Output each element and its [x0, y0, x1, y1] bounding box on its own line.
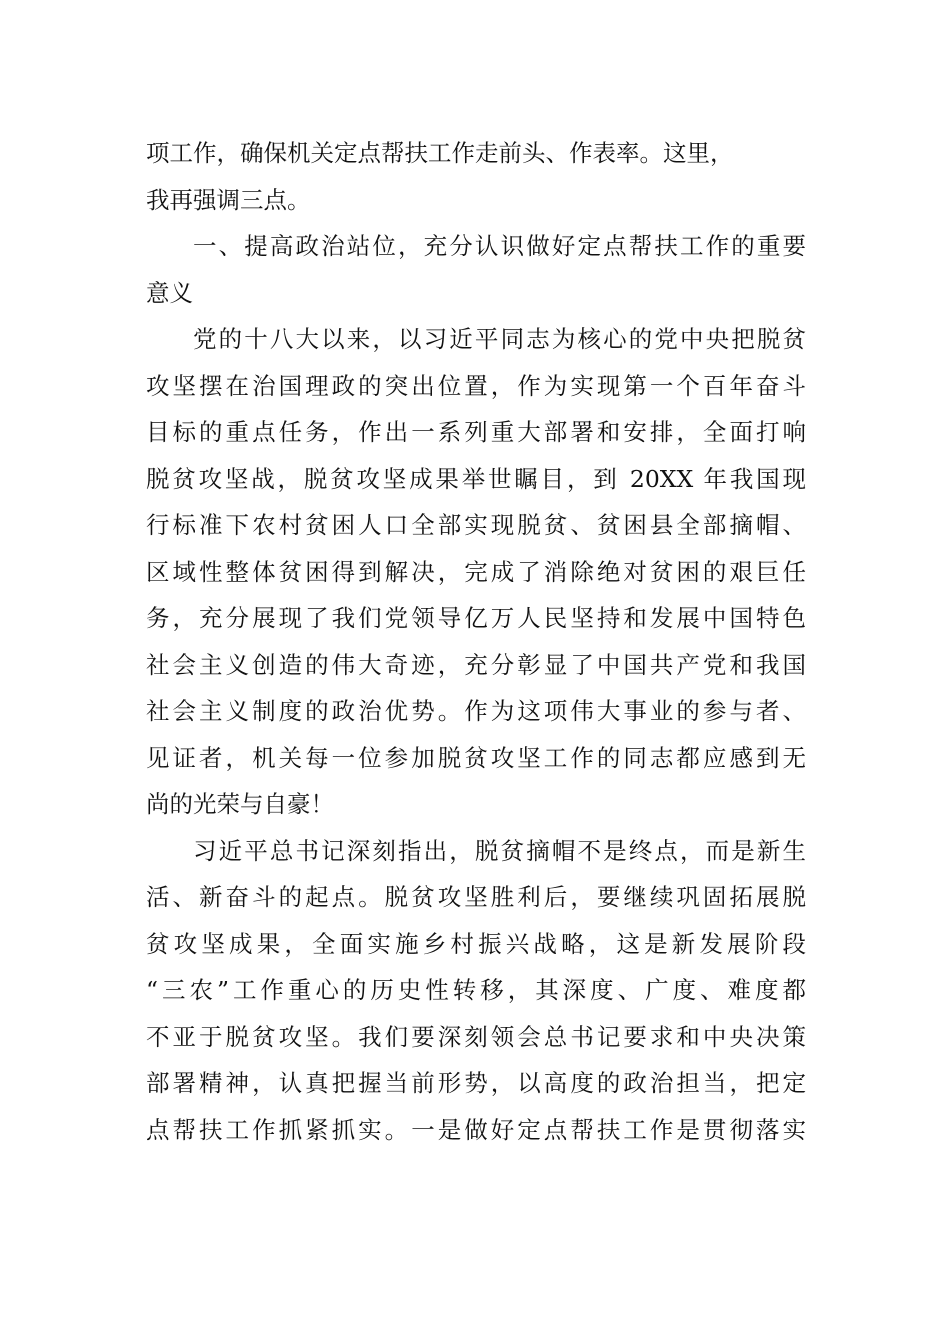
text-line: 不亚于脱贫攻坚。我们要深刻领会总书记要求和中央决策	[146, 1022, 806, 1051]
text-line: 尚的光荣与自豪！	[146, 790, 334, 818]
text-line: 攻坚摆在治国理政的突出位置，作为实现第一个百年奋斗	[146, 371, 806, 400]
text-line: 贫攻坚成果，全面实施乡村振兴战略，这是新发展阶段	[146, 929, 806, 958]
text-line: 脱贫攻坚战，脱贫攻坚成果举世瞩目，到 20XX 年我国现	[146, 464, 806, 493]
text-line: 部署精神，认真把握当前形势，以高度的政治担当，把定	[146, 1069, 806, 1097]
text-line: 社会主义制度的政治优势。作为这项伟大事业的参与者、	[146, 697, 806, 725]
text-line: 项工作，确保机关定点帮扶工作走前头、作表率。这里，	[146, 139, 734, 167]
section-heading-line: 意义	[146, 278, 193, 307]
text-line: 区域性整体贫困得到解决，完成了消除绝对贫困的艰巨任	[146, 557, 806, 586]
text-line: 见证者，机关每一位参加脱贫攻坚工作的同志都应感到无	[146, 743, 806, 772]
text-line: 目标的重点任务，作出一系列重大部署和安排，全面打响	[146, 418, 806, 446]
text-line: 行标准下农村贫困人口全部实现脱贫、贫困县全部摘帽、	[146, 511, 806, 539]
text-line: 我再强调三点。	[146, 185, 311, 214]
section-heading-line: 一、提高政治站位，充分认识做好定点帮扶工作的重要	[193, 232, 806, 260]
text-line: 务，充分展现了我们党领导亿万人民坚持和发展中国特色	[146, 604, 806, 632]
text-line: 活、新奋斗的起点。脱贫攻坚胜利后，要继续巩固拓展脱	[146, 883, 806, 911]
text-line: 习近平总书记深刻指出，脱贫摘帽不是终点，而是新生	[193, 836, 806, 865]
text-line: 社会主义创造的伟大奇迹，充分彰显了中国共产党和我国	[146, 650, 806, 679]
body-text	[146, 130, 806, 1153]
text-line: 点帮扶工作抓紧抓实。一是做好定点帮扶工作是贯彻落实	[146, 1115, 806, 1144]
text-line: “三农”工作重心的历史性转移，其深度、广度、难度都	[146, 976, 806, 1004]
text-line: 党的十八大以来，以习近平同志为核心的党中央把脱贫	[193, 325, 806, 353]
